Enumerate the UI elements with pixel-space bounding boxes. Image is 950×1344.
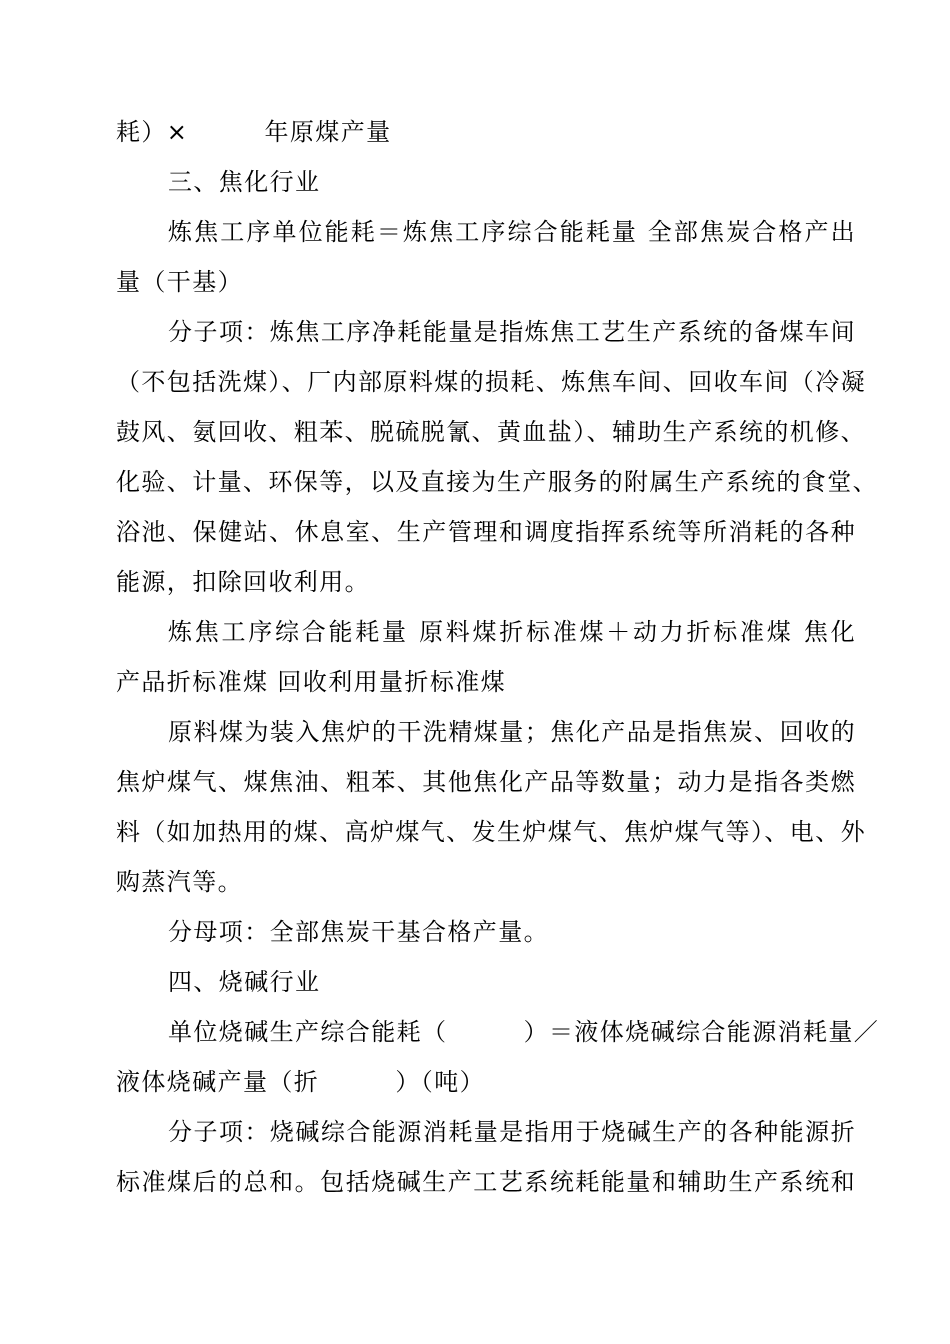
text-line: 浴池、保健站、休息室、生产管理和调度指挥系统等所消耗的各种 bbox=[116, 518, 856, 546]
numerator-description: 分子项：炼焦工序净耗能量是指炼焦工艺生产系统的备煤车间 bbox=[168, 318, 856, 346]
formula-coking-total-energy: 炼焦工序综合能耗量 原料煤折标准煤＋动力折标准煤 焦化 bbox=[168, 618, 856, 646]
text-line: 购蒸汽等。 bbox=[116, 868, 243, 896]
text-line: 标准煤后的总和。包括烧碱生产工艺系统耗能量和辅助生产系统和 bbox=[116, 1168, 856, 1196]
raw-coal-description: 原料煤为装入焦炉的干洗精煤量；焦化产品是指焦炭、回收的 bbox=[168, 718, 856, 746]
text-line: 液体烧碱产量（折 ）（吨） bbox=[116, 1068, 485, 1096]
text-line: 产品折标准煤 回收利用量折标准煤 bbox=[116, 668, 507, 696]
text-line-continuation: 耗）× 年原煤产量 bbox=[116, 118, 392, 146]
text-line: 化验、计量、环保等，以及直接为生产服务的附属生产系统的食堂、 bbox=[116, 468, 878, 496]
text-line: 料（如加热用的煤、高炉煤气、发生炉煤气、焦炉煤气等）、电、外 bbox=[116, 818, 866, 846]
formula-caustic-soda-energy: 单位烧碱生产综合能耗（ ）＝液体烧碱综合能源消耗量／ bbox=[168, 1018, 880, 1046]
formula-coking-unit-energy: 炼焦工序单位能耗＝炼焦工序综合能耗量 全部焦炭合格产出 bbox=[168, 218, 856, 246]
numerator-description-caustic: 分子项：烧碱综合能源消耗量是指用于烧碱生产的各种能源折 bbox=[168, 1118, 856, 1146]
section-heading-caustic-soda: 四、烧碱行业 bbox=[168, 968, 321, 996]
text-line: 鼓风、氨回收、粗苯、脱硫脱氰、黄血盐）、辅助生产系统的机修、 bbox=[116, 418, 866, 446]
denominator-description: 分母项：全部焦炭干基合格产量。 bbox=[168, 918, 549, 946]
text-line: 量（干基） bbox=[116, 268, 243, 296]
section-heading-coking: 三、焦化行业 bbox=[168, 168, 321, 196]
text-line: （不包括洗煤）、厂内部原料煤的损耗、炼焦车间、回收车间（冷凝 bbox=[116, 368, 866, 396]
text-line: 能源，扣除回收利用。 bbox=[116, 568, 370, 596]
text-line: 焦炉煤气、煤焦油、粗苯、其他焦化产品等数量；动力是指各类燃 bbox=[116, 768, 856, 796]
